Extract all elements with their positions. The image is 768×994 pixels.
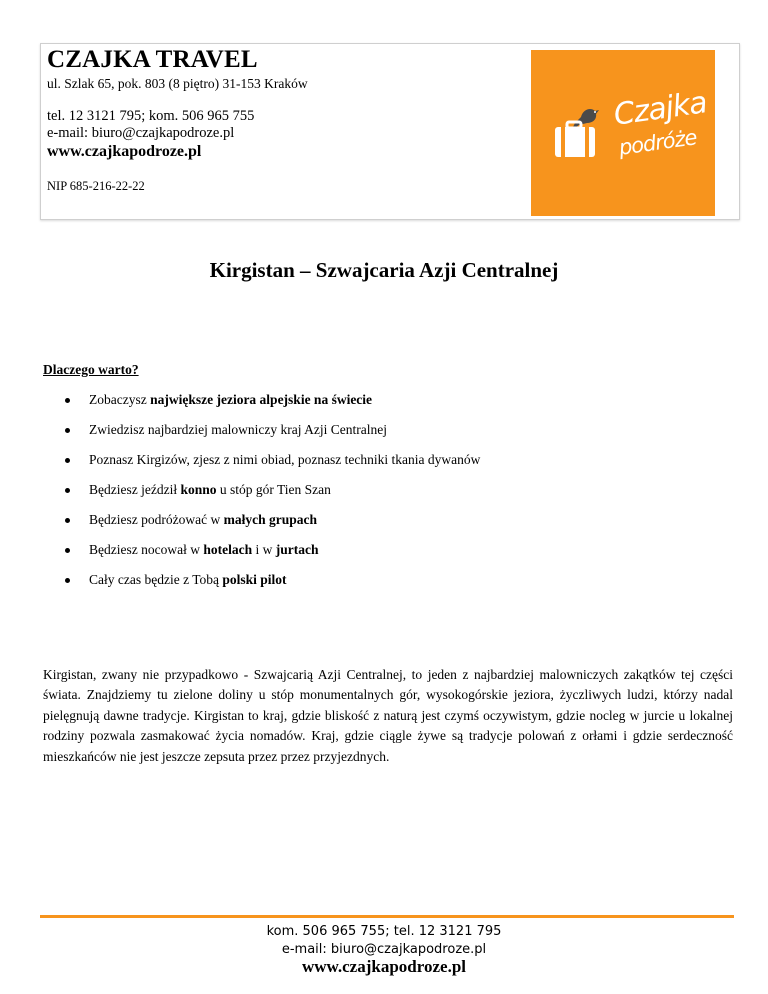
list-item: Będziesz jeździł konno u stóp gór Tien Szan xyxy=(43,480,723,510)
footer-phone: kom. 506 965 755; tel. 12 3121 795 xyxy=(266,924,502,939)
letterhead xyxy=(40,43,740,220)
suitcase-bird-icon xyxy=(551,105,615,161)
company-name: CZAJKA TRAVEL xyxy=(47,46,258,73)
bullet-icon xyxy=(65,428,70,433)
page-title: Kirgistan – Szwajcaria Azji Centralnej xyxy=(209,258,559,282)
list-item: Cały czas będzie z Tobą polski pilot xyxy=(43,570,723,600)
bullet-icon xyxy=(65,488,70,493)
why-heading: Dlaczego warto? xyxy=(43,362,139,377)
czajka-logo xyxy=(531,50,715,216)
footer-website-link[interactable]: www.czajkapodroze.pl xyxy=(301,957,466,976)
footer-email: e-mail: biuro@czajkapodroze.pl xyxy=(281,942,487,957)
list-item: Zobaczysz największe jeziora alpejskie na świecie xyxy=(43,390,723,420)
list-item: Poznasz Kirgizów, zjesz z nimi obiad, poznasz techniki tkania dywanów xyxy=(43,450,723,480)
list-item: Zwiedzisz najbardziej malowniczy kraj Azji Centralnej xyxy=(43,420,723,450)
bullet-icon xyxy=(65,518,70,523)
footer-divider xyxy=(40,915,734,918)
company-phone: tel. 12 3121 795; kom. 506 965 755 xyxy=(47,108,255,124)
list-item: Będziesz podróżować w małych grupach xyxy=(43,510,723,540)
bullet-icon xyxy=(65,398,70,403)
description-paragraph: Kirgistan, zwany nie przypadkowo - Szwajcarią Azji Centralnej, to jeden z najbardziej malowniczych zakątków tej części świata. Znajdziemy tu zielone doliny u stóp monumentalnych gór, wysokogórskie jeziora, życzliwych ludzi, którzy nadal pielęgnują dawne tradycje. Kirgistan to kraj, gdzie bliskość z naturą jest czymś oczywistym, gdzie nocleg w jurcie u lokalnej rodziny pozwala zasmakować życia nomadów. Kraj, gdzie ciągle żywe są tradycje polowań z orłami i gdzie serdeczność mieszkańców nie jest jeszcze zepsuta przez przez przyjezdnych. xyxy=(43,667,733,764)
bullet-icon xyxy=(65,458,70,463)
logo-wordmark: Czajka xyxy=(611,85,709,133)
company-email: e-mail: biuro@czajkapodroze.pl xyxy=(47,125,235,141)
company-website-link[interactable]: www.czajkapodroze.pl xyxy=(47,143,202,160)
list-item: Będziesz nocował w hotelach i w jurtach xyxy=(43,540,723,570)
bullet-icon xyxy=(65,548,70,553)
benefits-list xyxy=(43,390,723,600)
company-address: ul. Szlak 65, pok. 803 (8 piętro) 31-153 Kraków xyxy=(47,76,308,91)
bullet-icon xyxy=(65,578,70,583)
logo-tagline: podróże xyxy=(617,125,698,160)
company-nip: NIP 685-216-22-22 xyxy=(47,179,145,193)
